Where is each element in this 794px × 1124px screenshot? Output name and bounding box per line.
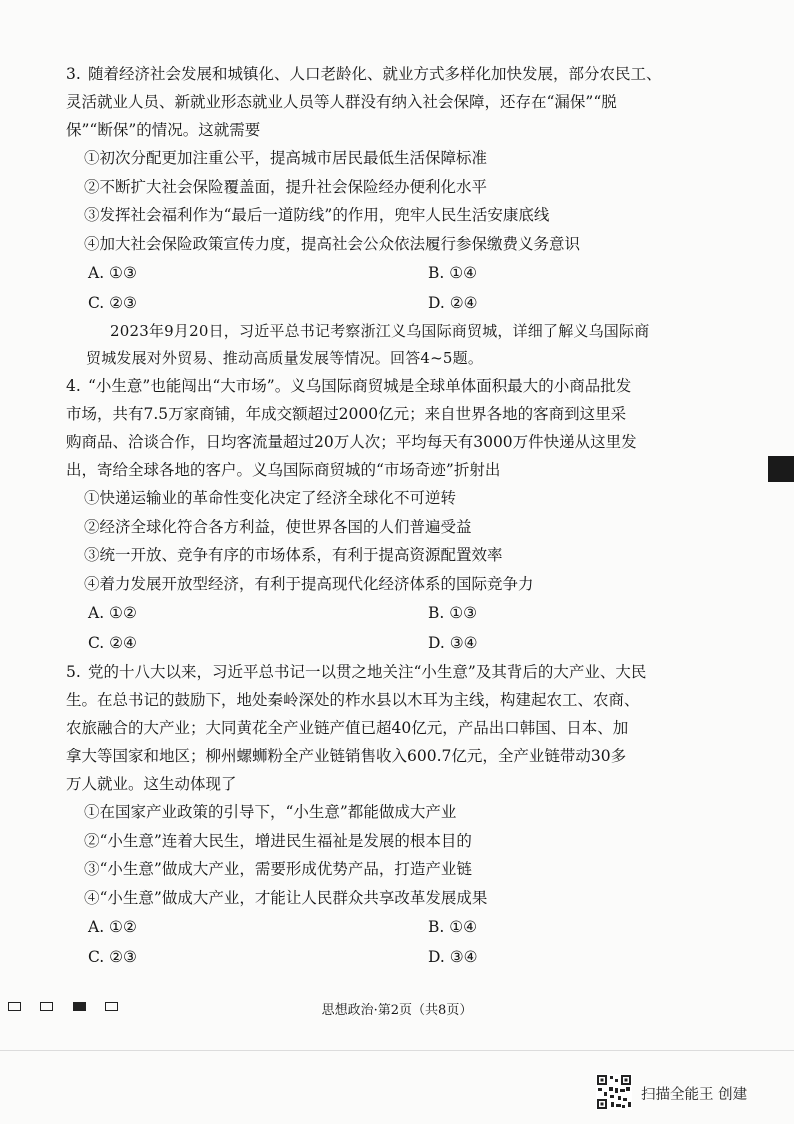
scan-divider [0,1050,794,1051]
answer-choices [64,598,744,628]
question-stem [64,658,744,798]
question-stem [64,372,744,484]
statement-option: ①快递运输业的革命性变化决定了经济全球化不可逆转 [84,489,457,507]
stem-line: 出，寄给全球各地的客户。义乌国际商贸城的“市场奇迹”折射出 [66,461,501,479]
statement-option: ②经济全球化符合各方利益，使世界各国的人们普遍受益 [84,517,472,536]
statement-option: ④加大社会保险政策宣传力度，提高社会公众依法履行参保缴费义务意识 [84,234,581,253]
answer-choices [64,628,744,658]
stem-line: 灵活就业人员、新就业形态就业人员等人群没有纳入社会保障，还存在“漏保”“脱 [66,93,617,111]
stem-line: 党的十八大以来，习近平总书记一以贯之地关注“小生意”及其背后的大产业、大民 [88,663,647,681]
page-edge-marker [768,456,794,482]
statement-option: ①在国家产业政策的引导下，“小生意”都能做成大产业 [84,803,457,821]
choice-c[interactable]: C. ②④ [88,634,137,652]
statement-option: ④着力发展开放型经济，有利于提高现代化经济体系的国际竞争力 [84,574,534,593]
question-content [64,60,744,972]
stem-line: 购商品、洽谈合作，日均客流量超过20万人次；平均每天有3000万件快递从这里发 [66,433,637,451]
statement-option: ④“小生意”做成大产业，才能让人民群众共享改革发展成果 [84,888,488,907]
question-number: 4. [66,377,81,395]
stem-line: 万人就业。这生动体现了 [66,775,237,793]
stem-line: 拿大等国家和地区；柳州螺蛳粉全产业链销售收入600.7亿元，全产业链带动30多 [66,747,627,765]
statement-option: ①初次分配更加注重公平，提高城市居民最低生活保障标准 [84,149,488,167]
choice-d[interactable]: D. ③④ [428,634,478,652]
passage-intro [64,318,744,372]
intro-line: 2023年9月20日，习近平总书记考察浙江义乌国际商贸城，详细了解义乌国际商 [110,322,650,340]
question-4 [64,372,744,658]
stem-line: 保”“断保”的情况。这就需要 [66,121,261,139]
answer-choices [64,288,744,318]
choice-c[interactable]: C. ②③ [88,294,137,312]
page-footer [0,997,794,1021]
statement-option: ③“小生意”做成大产业，需要形成优势产品，打造产业链 [84,860,472,878]
question-number: 3. [66,65,81,83]
choice-b[interactable]: B. ①④ [428,918,478,936]
statement-option: ②不断扩大社会保险覆盖面，提升社会保险经办便利化水平 [84,177,488,196]
answer-choices [64,258,744,288]
choice-d[interactable]: D. ③④ [428,948,478,966]
choice-b[interactable]: B. ①③ [428,604,478,622]
statement-option: ③发挥社会福利作为“最后一道防线”的作用，兜牢人民生活安康底线 [84,206,550,224]
question-number: 5. [66,663,81,681]
stem-line: 市场，共有7.5万家商铺，年成交额超过2000亿元；来自世界各地的客商到这里采 [66,405,627,423]
scanner-watermark: 扫描全能王 创建 [641,1087,748,1103]
stem-line: 随着经济社会发展和城镇化、人口老龄化、就业方式多样化加快发展，部分农民工、 [88,65,662,83]
page-number-label: 思想政治·第2页（共8页） [321,1003,473,1018]
question-3 [64,60,744,318]
choice-d[interactable]: D. ②④ [428,294,478,312]
choice-a[interactable]: A. ①③ [88,264,137,282]
choice-b[interactable]: B. ①④ [428,264,478,282]
question-5 [64,658,744,972]
choice-a[interactable]: A. ①② [88,918,137,936]
answer-choices [64,912,744,942]
intro-line: 贸城发展对外贸易、推动高质量发展等情况。回答4~5题。 [86,349,484,367]
statement-option: ②“小生意”连着大民生，增进民生福祉是发展的根本目的 [84,831,472,850]
qr-code-icon [596,1074,632,1110]
stem-line: 农旅融合的大产业；大同黄花全产业链产值已超40亿元，产品出口韩国、日本、加 [66,719,629,737]
statement-option: ③统一开放、竞争有序的市场体系，有利于提高资源配置效率 [84,546,503,564]
stem-line: “小生意”也能闯出“大市场”。义乌国际商贸城是全球单体面积最大的小商品批发 [88,377,632,395]
choice-a[interactable]: A. ①② [88,604,137,622]
choice-c[interactable]: C. ②③ [88,948,137,966]
answer-choices [64,942,744,972]
stem-line: 生。在总书记的鼓励下，地处秦岭深处的柞水县以木耳为主线，构建起农工、农商、 [66,691,640,709]
question-stem [64,60,744,144]
